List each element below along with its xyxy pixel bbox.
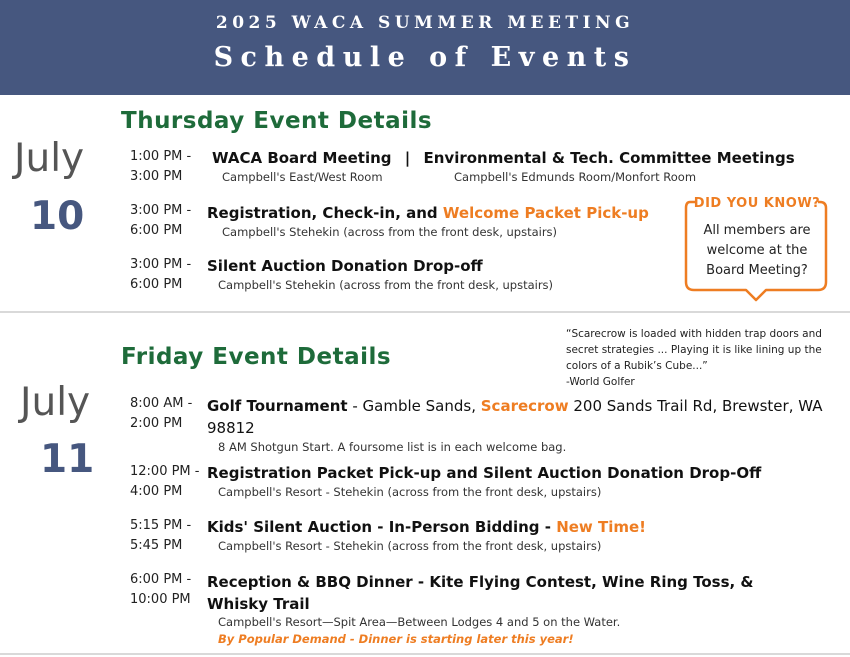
event-title: Registration Packet Pick-up and Silent Auction Donation Drop-Off: [207, 464, 762, 482]
footer-divider: [0, 653, 850, 655]
title-highlight: Welcome Packet Pick-up: [442, 204, 649, 222]
title-detail: - Gamble Sands,: [347, 397, 481, 415]
friday-month: July: [20, 380, 91, 425]
quote-author: -World Golfer: [566, 376, 635, 388]
event-title: [207, 395, 843, 439]
event-time: [130, 570, 191, 610]
time-end: 4:00 PM: [130, 484, 183, 499]
title-text: Registration, Check-in, and: [207, 204, 443, 222]
time-end: 3:00 PM: [130, 169, 183, 184]
thursday-heading: Thursday Event Details: [121, 108, 433, 134]
friday-heading: Friday Event Details: [121, 344, 392, 370]
title-address: 200 Sands Trail Rd, Brewster, WA 98812: [207, 397, 823, 437]
event-time: [130, 516, 191, 556]
quote-text: “Scarecrow is loaded with hidden trap doors and secret strategies ... Playing it is like lining up the colors of a Rubik’s Cube...”: [566, 328, 822, 372]
did-you-know-callout: [684, 196, 830, 306]
time-start: 3:00 PM -: [130, 257, 192, 272]
did-you-know-heading: DID YOU KNOW?: [693, 196, 821, 211]
committee-meetings-title: Environmental & Tech. Committee Meetings: [423, 149, 795, 167]
dinner-note: By Popular Demand - Dinner is starting later this year!: [218, 632, 574, 646]
event-title: [207, 204, 649, 222]
time-start: 6:00 PM -: [130, 572, 192, 587]
event-title: Reception & BBQ Dinner - Kite Flying Contest, Wine Ring Toss, & Whisky Trail: [207, 573, 754, 613]
event-location: Campbell's Stehekin (across from the front desk, upstairs): [218, 278, 554, 292]
event-title: [212, 149, 795, 167]
time-start: 5:15 PM -: [130, 518, 192, 533]
title-text: Kids' Silent Auction - In-Person Bidding -: [207, 518, 557, 536]
friday-day: 11: [40, 437, 95, 482]
thursday-month: July: [14, 136, 85, 181]
event-location: Campbell's Resort - Stehekin (across from the front desk, upstairs): [218, 539, 602, 553]
event-title: [207, 518, 646, 536]
event-time: [130, 255, 191, 295]
section-divider: [0, 311, 850, 313]
title-highlight: New Time!: [556, 518, 647, 536]
title-text: Golf Tournament: [207, 397, 348, 415]
event-location: Campbell's Stehekin (across from the front desk, upstairs): [222, 225, 558, 239]
event-title: Silent Auction Donation Drop-off: [207, 257, 483, 275]
did-you-know-body: All members are welcome at the Board Meeting?: [703, 223, 811, 278]
time-start: 3:00 PM -: [130, 203, 192, 218]
board-meeting-title: WACA Board Meeting: [212, 149, 392, 167]
header-kicker: 2025 WACA SUMMER MEETING: [215, 13, 635, 33]
time-end: 2:00 PM: [130, 416, 183, 431]
event-location: Campbell's East/West Room: [222, 170, 383, 184]
time-end: 5:45 PM: [130, 538, 183, 553]
time-start: 1:00 PM -: [130, 149, 192, 164]
event-location: Campbell's Resort—Spit Area—Between Lodges 4 and 5 on the Water.: [218, 615, 621, 629]
title-separator: |: [404, 149, 411, 167]
event-location: Campbell's Edmunds Room/Monfort Room: [454, 170, 697, 184]
title-highlight: Scarecrow: [480, 397, 569, 415]
page-title: Schedule of Events: [213, 42, 637, 73]
event-time: [130, 394, 192, 434]
time-end: 6:00 PM: [130, 223, 183, 238]
time-end: 10:00 PM: [130, 592, 191, 607]
golf-quote: [566, 326, 838, 390]
event-time: [130, 462, 199, 502]
event-time: [130, 147, 191, 187]
event-time: [130, 201, 191, 241]
event-location: 8 AM Shotgun Start. A foursome list is in each welcome bag.: [218, 440, 567, 454]
time-start: 8:00 AM -: [130, 396, 193, 411]
header-banner: [0, 0, 850, 95]
time-start: 12:00 PM -: [130, 464, 200, 479]
event-location: Campbell's Resort - Stehekin (across from the front desk, upstairs): [218, 485, 602, 499]
time-end: 6:00 PM: [130, 277, 183, 292]
thursday-day: 10: [30, 194, 85, 239]
